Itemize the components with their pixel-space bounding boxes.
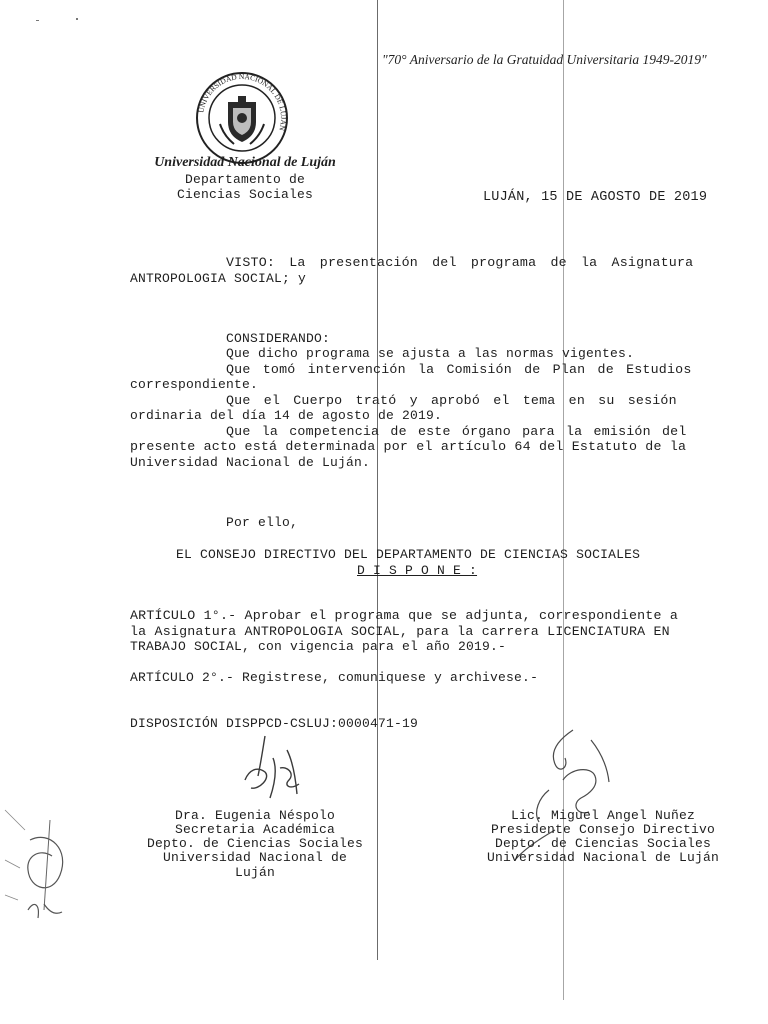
considerando-p4-line1: Que la competencia de este órgano para la emisión del	[226, 424, 687, 439]
considerando-p2-line2: correspondiente.	[130, 377, 259, 392]
department-line-1: Departamento de	[184, 172, 306, 187]
considerando-p3-line2: ordinaria del día 14 de agosto de 2019.	[130, 408, 443, 423]
articulo-2: ARTÍCULO 2°.- Registrese, comuniquese y archivese.-	[130, 670, 539, 685]
university-script-name: Universidad Nacional de Luján	[154, 155, 336, 170]
articulo-1-line-2: la Asignatura ANTROPOLOGIA SOCIAL, para la carrera LICENCIATURA EN	[130, 624, 670, 639]
signatory-left-dept: Depto. de Ciencias Sociales	[146, 836, 364, 851]
considerando-p4-line3: Universidad Nacional de Luján.	[130, 455, 371, 470]
signatory-left-name: Dra. Eugenia Néspolo	[174, 808, 336, 823]
seal-text: UNIVERSIDAD NACIONAL DE LUJÁN	[196, 71, 289, 132]
seal-emblem-icon	[194, 70, 290, 166]
visto-line-1: VISTO: La presentación del programa de la Asignatura	[226, 255, 694, 270]
margin-marks	[0, 800, 90, 940]
considerando-p2-line1: Que tomó intervención la Comisión de Plan de Estudios	[226, 362, 692, 377]
date-line: LUJÁN, 15 DE AGOSTO DE 2019	[483, 190, 708, 205]
considerando-p1: Que dicho programa se ajusta a las normas vigentes.	[226, 346, 635, 361]
consejo-heading: EL CONSEJO DIRECTIVO DEL DEPARTAMENTO DE CIENCIAS SOCIALES	[176, 547, 641, 562]
signatory-right-dept: Depto. de Ciencias Sociales	[494, 836, 712, 851]
considerando-heading: CONSIDERANDO:	[226, 331, 331, 346]
dispone-heading: D I S P O N E :	[357, 563, 478, 578]
por-ello: Por ello,	[226, 515, 299, 530]
signatory-left-role: Secretaria Académica	[174, 822, 336, 837]
anniversary-banner: "70° Aniversario de la Gratuidad Universitaria 1949-2019"	[382, 52, 707, 67]
signatory-left-univ: Universidad Nacional de Luján	[162, 850, 348, 880]
visto-line-2: ANTROPOLOGIA SOCIAL; y	[130, 271, 307, 286]
signatory-right-role: Presidente Consejo Directivo	[490, 822, 716, 837]
articulo-1-line-1: ARTÍCULO 1°.- Aprobar el programa que se adjunta, correspondiente a	[130, 608, 679, 623]
signature-left	[225, 728, 335, 813]
considerando-p3-line1: Que el Cuerpo trató y aprobó el tema en su sesión	[226, 393, 677, 408]
articulo-1-line-3: TRABAJO SOCIAL, con vigencia para el año 2019.-	[130, 639, 507, 654]
disposicion-number: DISPOSICIÓN DISPPCD-CSLUJ:0000471-19	[130, 716, 419, 731]
department-line-2: Ciencias Sociales	[176, 187, 314, 202]
university-seal	[194, 70, 290, 166]
considerando-p4-line2: presente acto está determinada por el artículo 64 del Estatuto de la	[130, 439, 687, 454]
signatory-right-univ: Universidad Nacional de Luján	[486, 850, 720, 865]
scan-speck	[76, 18, 78, 20]
scan-speck	[36, 20, 39, 21]
scan-line-left	[377, 0, 378, 960]
signatory-right-name: Lic. Miguel Angel Nuñez	[510, 808, 696, 823]
